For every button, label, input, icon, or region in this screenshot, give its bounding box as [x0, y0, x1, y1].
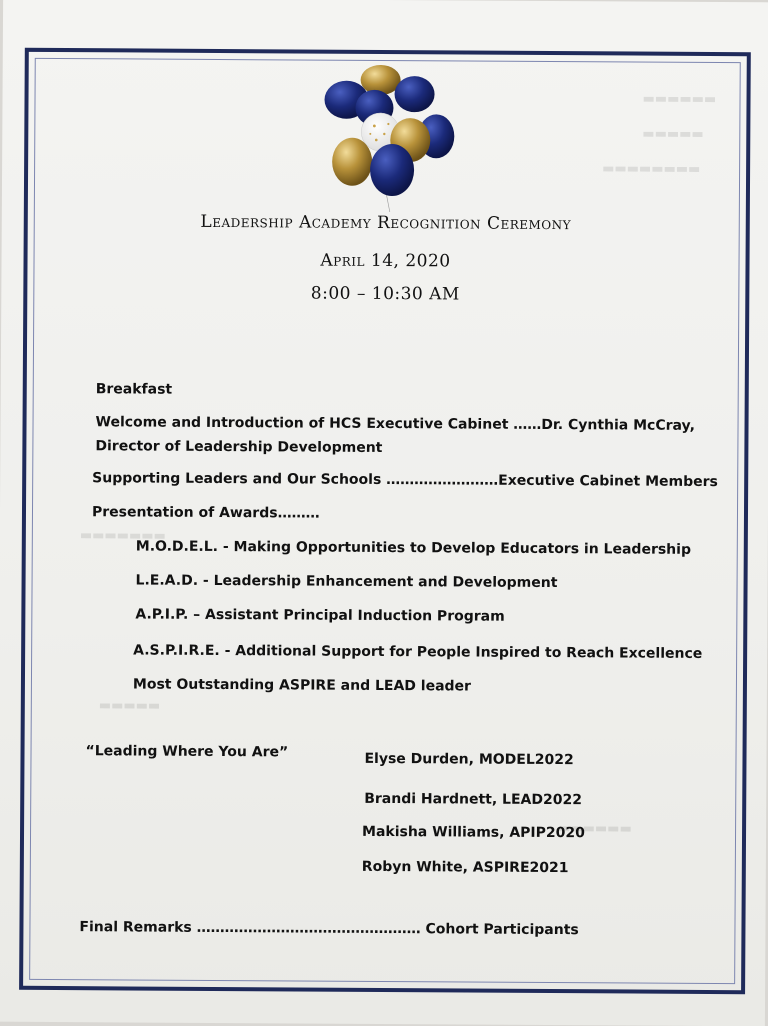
- bleed-through: ▬▬▬▬▬: [642, 126, 704, 142]
- speaker-item: Makisha Williams, APIP2020: [361, 823, 585, 842]
- ceremony-title: Leadership Academy Recognition Ceremony: [200, 211, 572, 235]
- ceremony-date: April 14, 2020: [320, 250, 451, 272]
- award-item: A.S.P.I.R.E. - Additional Support for People Inspired to Reach Excellence: [133, 642, 703, 662]
- bleed-through: ▬▬▬▬▬▬: [558, 821, 632, 837]
- speaker-item: Elyse Durden, MODEL2022: [364, 750, 574, 769]
- award-item: Most Outstanding ASPIRE and LEAD leader: [132, 676, 472, 695]
- award-item: M.O.D.E.L. - Making Opportunities to Develop Educators in Leadership: [135, 538, 692, 558]
- speaker-item: Robyn White, ASPIRE2021: [361, 858, 569, 877]
- agenda-supporting: Supporting Leaders and Our Schools ……………………Executive Cabinet Members: [92, 470, 718, 491]
- bleed-through: ▬▬▬▬▬▬▬▬: [602, 161, 701, 177]
- award-item: A.P.I.P. – Assistant Principal Induction Program: [135, 606, 505, 625]
- speech-title: “Leading Where You Are”: [85, 743, 289, 761]
- bleed-through: ▬▬▬▬▬: [98, 698, 161, 714]
- ceremony-time: 8:00 – 10:30 AM: [310, 283, 460, 305]
- balloons-icon: [316, 62, 467, 213]
- agenda-welcome-title: Director of Leadership Development: [95, 438, 383, 456]
- final-remarks: Final Remarks ………………………………………… Cohort Participants: [79, 919, 579, 939]
- agenda-presentation: Presentation of Awards………: [91, 504, 320, 522]
- agenda-welcome: Welcome and Introduction of HCS Executive Cabinet ……Dr. Cynthia McCray,: [95, 414, 695, 434]
- award-item: L.E.A.D. - Leadership Enhancement and Development: [135, 572, 558, 592]
- bleed-through: ▬▬▬▬▬▬▬: [79, 528, 166, 544]
- speaker-item: Brandi Hardnett, LEAD2022: [364, 790, 583, 809]
- agenda-breakfast: Breakfast: [95, 381, 173, 398]
- bleed-through: ▬▬▬▬▬▬: [642, 91, 717, 108]
